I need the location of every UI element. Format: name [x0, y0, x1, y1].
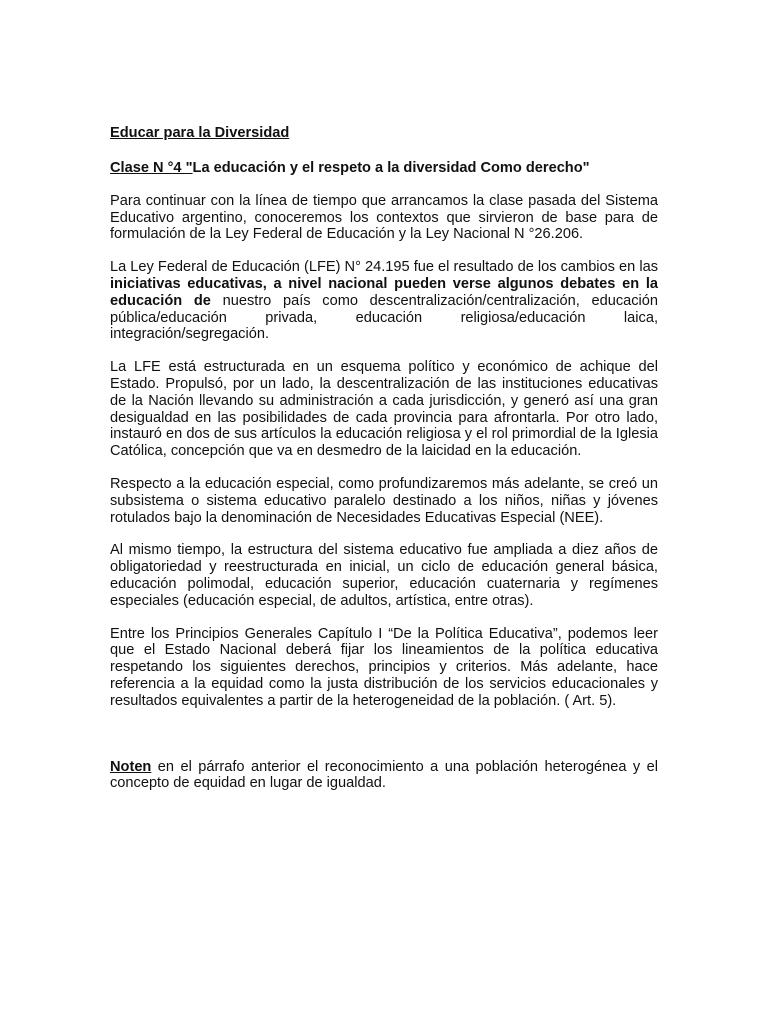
paragraph-lfe	[110, 259, 658, 343]
paragraph-lfe-structure: La LFE está estructurada en un esquema político y económico de achique del Estado. Propulsó, por un lado, la descentralización de las instituciones educativas de la Nación llevando su administración a cada jurisdicción, y generó así una gran desigualdad en las posibilidades de cada provincia para afrontarla. Por otro lado, instauró en dos de sus artículos la educación religiosa y el rol primordial de la Iglesia Católica, concepción que va en desmedro de la laicidad en la educación.	[110, 359, 658, 460]
paragraph-lfe-bold: iniciativas educativas, a nivel nacional pueden verse algunos debates en la educación de	[110, 275, 658, 309]
document-title: Educar para la Diversidad	[110, 125, 290, 141]
class-title-text: La educación y el respeto a la diversidad Como derecho"	[192, 159, 590, 176]
paragraph-system-structure: Al mismo tiempo, la estructura del sistema educativo fue ampliada a diez años de obligatoriedad y reestructurada en inicial, un ciclo de educación general básica, educación polimodal, educación superior, educación cuaternaria y regímenes especiales (educación especial, de adultos, artística, entre otras).	[110, 542, 658, 609]
paragraph-note	[110, 759, 658, 793]
class-number: Clase N °4 "	[110, 159, 193, 176]
spacer	[110, 726, 658, 759]
class-heading	[110, 158, 658, 179]
document-page	[110, 125, 658, 808]
paragraph-principles: Entre los Principios Generales Capítulo I “De la Política Educativa”, podemos leer que el Estado Nacional deberá fijar los lineamientos de la política educativa respetando los siguientes derechos, principios y criterios. Más adelante, hace referencia a la equidad como la justa distribución de los servicios educacionales y resultados equivalentes a partir de la heterogeneidad de la población. ( Art. 5).	[110, 625, 658, 709]
note-label: Noten	[110, 758, 152, 775]
paragraph-special-education: Respecto a la educación especial, como profundizaremos más adelante, se creó un subsistema o sistema educativo paralelo destinado a los niños, niñas y jóvenes rotulados bajo la denominación de Necesidades Educativas Especial (NEE).	[110, 475, 658, 526]
note-text: en el párrafo anterior el reconocimiento a una población heterogénea y el concepto de equidad en lugar de igualdad.	[110, 758, 658, 792]
paragraph-lfe-end: nuestro país como descentralización/centralización, educación pública/educación privada, educación religiosa/educación laica, integración/segregación.	[110, 292, 659, 343]
paragraph-lfe-start: La Ley Federal de Educación (LFE) N° 24.195 fue el resultado de los cambios en las	[110, 259, 658, 276]
paragraph-intro: Para continuar con la línea de tiempo que arrancamos la clase pasada del Sistema Educativo argentino, conoceremos los contextos que sirvieron de base para de formulación de la Ley Federal de Educación y la Ley Nacional N °26.206.	[110, 192, 658, 243]
